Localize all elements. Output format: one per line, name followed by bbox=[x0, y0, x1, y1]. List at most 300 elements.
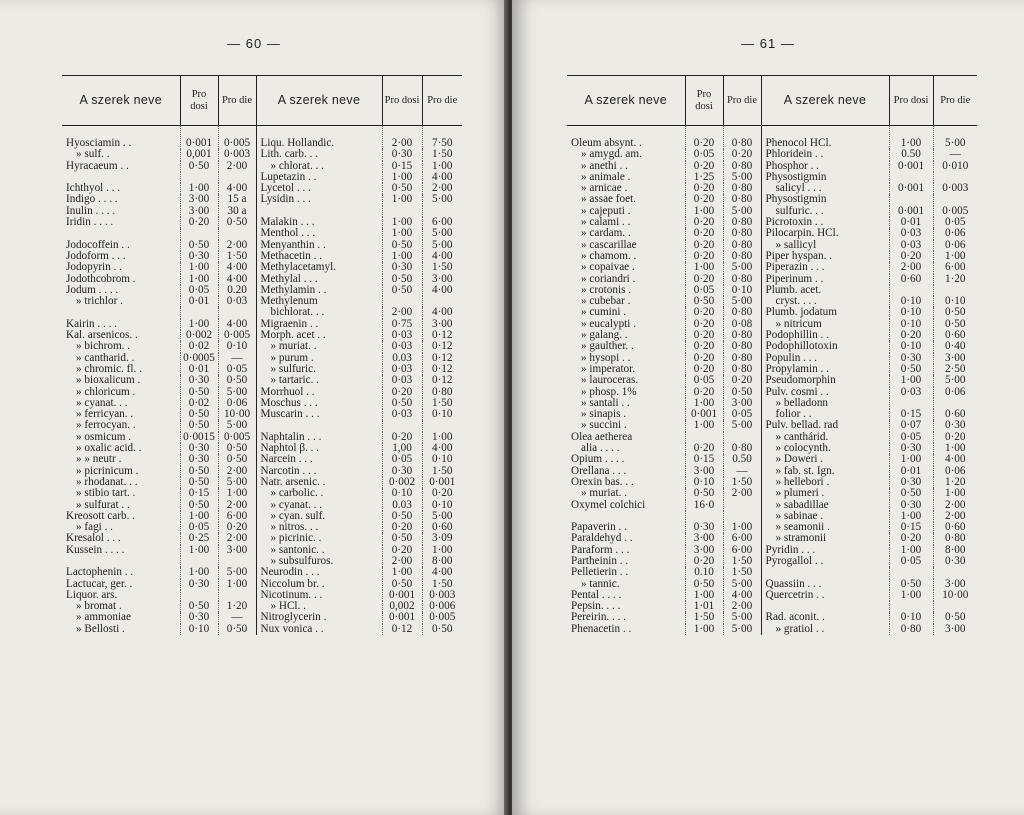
page-number: — 61 — bbox=[741, 36, 795, 51]
dose-per-dose-cell: 0·20 bbox=[685, 161, 723, 172]
table-row bbox=[62, 126, 462, 150]
dose-per-dose-cell: 1·00 bbox=[889, 511, 933, 522]
substance-name-cell: Piperinum . . bbox=[761, 274, 889, 285]
substance-name-cell: Indigo . . . . bbox=[66, 194, 118, 206]
dose-per-day-cell: 2·00 bbox=[933, 500, 977, 511]
dose-per-day-cell: 0·10 bbox=[422, 500, 462, 511]
substance-name-cell: » copaivae . bbox=[581, 262, 635, 274]
dose-per-dose-cell: 0·20 bbox=[685, 341, 723, 352]
dose-per-dose-cell: 0·30 bbox=[180, 454, 218, 465]
dose-per-day-cell bbox=[218, 307, 256, 318]
dose-per-dose-cell: 0·05 bbox=[685, 285, 723, 296]
substance-name-cell: » phosp. 1% bbox=[581, 386, 637, 398]
dose-per-day-cell bbox=[723, 500, 761, 511]
dose-per-day-cell: 5·00 bbox=[723, 612, 761, 623]
substance-name-cell: Migraenin . . bbox=[256, 319, 382, 330]
dose-per-day-cell: 3·00 bbox=[933, 353, 977, 364]
dose-per-day-cell: 0·80 bbox=[723, 240, 761, 251]
substance-name-cell: » tannic. bbox=[581, 578, 620, 590]
dose-per-day-cell: 0·50 bbox=[933, 319, 977, 330]
table-row bbox=[567, 240, 977, 251]
table-row bbox=[62, 522, 462, 533]
substance-name-cell: » gaulther. . bbox=[581, 341, 634, 353]
dose-per-day-cell: 0·10 bbox=[422, 409, 462, 420]
substance-name-cell: Methylal . . . bbox=[256, 274, 382, 285]
dose-per-dose-cell: 1·00 bbox=[685, 206, 723, 217]
dose-per-day-cell: 5·00 bbox=[933, 375, 977, 386]
dose-per-dose-cell bbox=[180, 556, 218, 567]
dose-per-day-cell: 0·80 bbox=[723, 341, 761, 352]
dose-per-day-cell: 5·00 bbox=[422, 511, 462, 522]
dose-per-dose-cell: 0·80 bbox=[889, 624, 933, 635]
dose-per-day-cell: 0·20 bbox=[218, 522, 256, 533]
substance-name-cell: Jodothcobrom . bbox=[66, 273, 136, 285]
dose-per-dose-cell: 1·00 bbox=[685, 398, 723, 409]
dose-per-day-cell: 0·30 bbox=[933, 420, 977, 431]
dosage-table-left bbox=[62, 75, 462, 635]
table-row bbox=[567, 149, 977, 160]
dose-per-dose-cell: 1·00 bbox=[685, 590, 723, 601]
substance-name-cell: Nitroglycerin . bbox=[256, 612, 382, 623]
substance-name-cell: » carbolic. . bbox=[256, 488, 382, 499]
dose-per-day-cell: 2·00 bbox=[218, 500, 256, 511]
dose-per-day-cell: 0·005 bbox=[218, 330, 256, 341]
substance-name-cell: » canthárid. bbox=[761, 432, 889, 443]
substance-name-cell: » sulfuric. bbox=[256, 364, 382, 375]
dose-per-day-cell: 5·00 bbox=[723, 624, 761, 635]
substance-name-cell: Lycetol . . . bbox=[256, 183, 382, 194]
substance-name-cell: » picrinic. . bbox=[256, 533, 382, 544]
dose-per-dose-cell: 1·00 bbox=[382, 172, 422, 183]
substance-name-cell: » » neutr . bbox=[76, 454, 122, 466]
dosage-table-right bbox=[567, 75, 977, 635]
dose-per-dose-cell: 1·00 bbox=[382, 217, 422, 228]
substance-name-cell: Inulin . . . . bbox=[66, 205, 116, 217]
dose-per-dose-cell: 0·001 bbox=[889, 183, 933, 194]
dose-per-day-cell: 0·20 bbox=[723, 375, 761, 386]
dose-per-day-cell bbox=[218, 556, 256, 567]
table-row bbox=[62, 409, 462, 420]
substance-name-cell bbox=[62, 172, 180, 183]
substance-name-cell: » Bellosti . bbox=[76, 623, 125, 635]
substance-name-cell: Lith. carb. . . bbox=[256, 149, 382, 160]
table-row bbox=[62, 341, 462, 352]
dose-per-dose-cell: 0·50 bbox=[685, 579, 723, 590]
table-row bbox=[62, 624, 462, 635]
dose-per-dose-cell: 3·00 bbox=[685, 533, 723, 544]
table-row bbox=[567, 161, 977, 172]
dose-per-day-cell: 4·00 bbox=[723, 590, 761, 601]
table-row bbox=[567, 579, 977, 590]
dose-per-day-cell: 5·00 bbox=[933, 126, 977, 150]
dose-per-day-cell: 1·50 bbox=[218, 251, 256, 262]
substance-name-cell: » nitros. . . bbox=[256, 522, 382, 533]
substance-name-cell: Propylamin . . bbox=[761, 364, 889, 375]
substance-name-cell: Picrotoxin . . bbox=[761, 217, 889, 228]
dose-per-day-cell: 1·00 bbox=[933, 443, 977, 454]
dose-per-day-cell: 0·05 bbox=[218, 364, 256, 375]
dose-per-day-cell: 0·08 bbox=[723, 319, 761, 330]
dose-per-day-cell: 0·80 bbox=[723, 161, 761, 172]
header-pro-dosi: Pro dosi bbox=[180, 76, 218, 126]
dose-per-dose-cell: 0·30 bbox=[889, 500, 933, 511]
dose-per-day-cell: 0·12 bbox=[422, 375, 462, 386]
substance-name-cell: » hysopi . . bbox=[581, 352, 631, 364]
dose-per-dose-cell: 0.03 bbox=[382, 500, 422, 511]
substance-name-cell: Pelletierin . . bbox=[571, 567, 629, 579]
dose-per-day-cell: 4·00 bbox=[422, 443, 462, 454]
dose-per-day-cell: 0·80 bbox=[723, 183, 761, 194]
dose-per-day-cell: 0·05 bbox=[933, 217, 977, 228]
table-row bbox=[567, 420, 977, 431]
table-row bbox=[62, 488, 462, 499]
dose-per-day-cell: — bbox=[933, 149, 977, 160]
header-pro-dosi: Pro dosi bbox=[685, 76, 723, 126]
dose-per-dose-cell: 1·00 bbox=[180, 545, 218, 556]
dose-per-day-cell: 0·12 bbox=[422, 330, 462, 341]
header-pro-die: Pro die bbox=[218, 76, 256, 126]
dose-per-day-cell: 1·00 bbox=[422, 432, 462, 443]
dose-per-dose-cell: 0·05 bbox=[180, 522, 218, 533]
table-row bbox=[62, 432, 462, 443]
substance-name-cell: Methacetin . . bbox=[256, 251, 382, 262]
dose-per-day-cell: 0·12 bbox=[422, 364, 462, 375]
substance-name-cell: » cantharid. . bbox=[76, 352, 135, 364]
dose-per-day-cell: 4·00 bbox=[218, 274, 256, 285]
dose-per-dose-cell: 0·10 bbox=[889, 612, 933, 623]
substance-name-cell: » assae foet. bbox=[581, 194, 636, 206]
substance-name-cell: Pyrogallol . . bbox=[761, 556, 889, 567]
dose-per-day-cell: 0·50 bbox=[218, 217, 256, 228]
dose-per-dose-cell: 0·50 bbox=[889, 488, 933, 499]
substance-name-cell: Pyridin . . . bbox=[761, 545, 889, 556]
table-row bbox=[62, 590, 462, 601]
dose-per-day-cell: 10·00 bbox=[933, 590, 977, 601]
dose-per-dose-cell: 1·00 bbox=[685, 624, 723, 635]
dose-per-day-cell: 2·00 bbox=[218, 240, 256, 251]
dose-per-dose-cell: 0·50 bbox=[180, 240, 218, 251]
dose-per-day-cell: 3·00 bbox=[218, 545, 256, 556]
table-row bbox=[567, 274, 977, 285]
dose-per-dose-cell bbox=[889, 172, 933, 183]
dose-per-dose-cell: 1·00 bbox=[382, 251, 422, 262]
dose-per-dose-cell: 0·05 bbox=[382, 454, 422, 465]
dose-per-dose-cell: 0·20 bbox=[685, 183, 723, 194]
dose-per-day-cell: 0·10 bbox=[218, 341, 256, 352]
dose-per-day-cell: 0·60 bbox=[933, 409, 977, 420]
substance-name-cell: Lactophenin . . bbox=[66, 567, 134, 579]
substance-name-cell: Populin . . . bbox=[761, 353, 889, 364]
dose-per-day-cell: 1·20 bbox=[218, 601, 256, 612]
dose-per-day-cell: 0·003 bbox=[933, 183, 977, 194]
dose-per-day-cell: 0·80 bbox=[723, 217, 761, 228]
dose-per-dose-cell: 0·20 bbox=[685, 240, 723, 251]
substance-name-cell: » cyanat. . . bbox=[76, 397, 128, 409]
substance-name-cell: Kal. arsenicos. . bbox=[66, 330, 138, 342]
substance-name-cell: Lactucar, ger. . bbox=[66, 578, 133, 590]
dose-per-day-cell: 0·60 bbox=[933, 330, 977, 341]
table-row bbox=[567, 567, 977, 578]
dose-per-day-cell: 4·00 bbox=[422, 172, 462, 183]
header-substance-name: A szerek neve bbox=[567, 76, 685, 126]
substance-name-cell: » animale . bbox=[581, 171, 631, 183]
dose-per-day-cell bbox=[422, 206, 462, 217]
dose-per-dose-cell: 1·00 bbox=[180, 262, 218, 273]
substance-name-cell: » stramonii bbox=[761, 533, 889, 544]
substance-name-cell: Podophillotoxin bbox=[761, 341, 889, 352]
dose-per-day-cell: 5·00 bbox=[723, 206, 761, 217]
dose-per-dose-cell bbox=[685, 511, 723, 522]
substance-name-cell: » arnicae . bbox=[581, 183, 628, 195]
dose-per-day-cell: 1·50 bbox=[723, 567, 761, 578]
substance-name-cell: Narcein . . . bbox=[256, 454, 382, 465]
substance-name-cell: » hellebori . bbox=[761, 477, 889, 488]
substance-name-cell: Kresalol . . . bbox=[66, 533, 121, 545]
dose-per-day-cell: 0·80 bbox=[723, 307, 761, 318]
dose-per-day-cell: 0·12 bbox=[422, 341, 462, 352]
substance-name-cell: » subsulfuros. bbox=[256, 556, 382, 567]
substance-name-cell: » sulfurat . . bbox=[76, 499, 130, 511]
dose-per-dose-cell: 0·10 bbox=[889, 307, 933, 318]
dose-per-dose-cell: 0·10 bbox=[382, 488, 422, 499]
substance-name-cell: Pseudomorphin bbox=[761, 375, 889, 386]
dose-per-dose-cell: 2·00 bbox=[382, 556, 422, 567]
substance-name-cell: » cardam. . bbox=[581, 228, 631, 240]
substance-name-cell: Oxymel colchici bbox=[571, 499, 646, 511]
dose-per-dose-cell: 0·50 bbox=[180, 161, 218, 172]
dose-per-day-cell: 4·00 bbox=[218, 319, 256, 330]
substance-name-cell bbox=[62, 307, 180, 318]
dose-per-dose-cell: 1·00 bbox=[382, 567, 422, 578]
dose-per-dose-cell: 0·20 bbox=[685, 228, 723, 239]
dose-per-day-cell: 0·80 bbox=[723, 228, 761, 239]
dose-per-dose-cell: 0·50 bbox=[382, 511, 422, 522]
dose-per-day-cell: 1·00 bbox=[422, 545, 462, 556]
table-row bbox=[62, 556, 462, 567]
dose-per-day-cell: 0.20 bbox=[218, 285, 256, 296]
table-row bbox=[567, 172, 977, 183]
dose-per-dose-cell: 1·50 bbox=[685, 612, 723, 623]
dose-per-dose-cell: 0·50 bbox=[180, 601, 218, 612]
dose-per-day-cell bbox=[933, 194, 977, 205]
substance-name-cell: » tartaric. . bbox=[256, 375, 382, 386]
dose-per-dose-cell: 0·03 bbox=[382, 409, 422, 420]
substance-name-cell: Pepsin. . . . bbox=[571, 601, 621, 613]
substance-name-cell: » Doweri . bbox=[761, 454, 889, 465]
dose-per-day-cell: 2·00 bbox=[218, 161, 256, 172]
dose-per-dose-cell: 1·00 bbox=[889, 375, 933, 386]
table-row bbox=[62, 533, 462, 544]
dose-per-day-cell: 4·00 bbox=[422, 567, 462, 578]
dose-per-dose-cell: 0·50 bbox=[685, 296, 723, 307]
dose-per-dose-cell: 0·02 bbox=[180, 398, 218, 409]
dose-per-day-cell: 3·00 bbox=[723, 398, 761, 409]
dose-per-day-cell: 0·80 bbox=[723, 330, 761, 341]
substance-name-cell: » bioxalicum . bbox=[76, 375, 141, 387]
substance-name-cell: Piperazin . . . bbox=[761, 262, 889, 273]
dose-per-dose-cell: 0·05 bbox=[889, 556, 933, 567]
table-row bbox=[62, 466, 462, 477]
dose-per-dose-cell bbox=[180, 172, 218, 183]
dose-per-day-cell: 5·00 bbox=[422, 194, 462, 205]
dose-per-day-cell: 15 a bbox=[218, 194, 256, 205]
dose-per-day-cell: 4·00 bbox=[422, 285, 462, 296]
dose-per-day-cell: 3·09 bbox=[422, 533, 462, 544]
table-row bbox=[62, 149, 462, 160]
dose-per-dose-cell: 0·20 bbox=[685, 353, 723, 364]
substance-name-cell: » imperator. bbox=[581, 363, 636, 375]
dose-per-dose-cell: 0·01 bbox=[889, 466, 933, 477]
substance-name-cell: Physostigmin bbox=[761, 172, 889, 183]
dose-per-day-cell: 4·00 bbox=[218, 262, 256, 273]
table-row bbox=[62, 420, 462, 431]
table-row bbox=[62, 387, 462, 398]
table-row bbox=[62, 183, 462, 194]
table-row bbox=[567, 387, 977, 398]
dose-per-dose-cell: 0·20 bbox=[889, 533, 933, 544]
table-row bbox=[62, 296, 462, 307]
header-substance-name: A szerek neve bbox=[256, 76, 382, 126]
substance-name-cell: » HCl. . bbox=[256, 601, 382, 612]
dose-per-dose-cell: 0·05 bbox=[685, 375, 723, 386]
table-row bbox=[567, 488, 977, 499]
dose-per-dose-cell: 0·03 bbox=[889, 240, 933, 251]
substance-name-cell: Physostigmin bbox=[761, 194, 889, 205]
dose-per-day-cell: 1·50 bbox=[723, 556, 761, 567]
dose-per-dose-cell: 0·03 bbox=[889, 228, 933, 239]
dose-per-dose-cell: 0·03 bbox=[382, 364, 422, 375]
table-body bbox=[567, 126, 977, 636]
dose-per-dose-cell: 0·15 bbox=[889, 522, 933, 533]
substance-name-cell: » coriandri . bbox=[581, 273, 636, 285]
dose-per-dose-cell: 0·02 bbox=[180, 341, 218, 352]
substance-name-cell: » fab. st. Ign. bbox=[761, 466, 889, 477]
dose-per-day-cell: 0·005 bbox=[218, 126, 256, 150]
table-row bbox=[567, 398, 977, 409]
table-row bbox=[567, 183, 977, 194]
table-row bbox=[567, 330, 977, 341]
dose-per-dose-cell: 0·50 bbox=[180, 387, 218, 398]
substance-name-cell: Niccolum br. . bbox=[256, 579, 382, 590]
table-row bbox=[62, 567, 462, 578]
substance-name-cell: » stibio tart. . bbox=[76, 488, 136, 500]
table-row bbox=[567, 251, 977, 262]
substance-name-cell: » chloricum . bbox=[76, 386, 136, 398]
dose-per-dose-cell: 0·20 bbox=[382, 545, 422, 556]
table-row bbox=[62, 477, 462, 488]
dose-per-dose-cell: 0·30 bbox=[180, 612, 218, 623]
dose-per-dose-cell: 1·00 bbox=[889, 126, 933, 150]
substance-name-cell: Rad. aconit. . bbox=[761, 612, 889, 623]
table-row bbox=[567, 228, 977, 239]
substance-name-cell: salicyl . . . bbox=[761, 183, 889, 194]
dose-per-day-cell: 2·00 bbox=[933, 511, 977, 522]
substance-name-cell: Pereirin. . . . bbox=[571, 612, 626, 624]
substance-name-cell: » succini . bbox=[581, 420, 627, 432]
table-row bbox=[62, 500, 462, 511]
table-row bbox=[62, 601, 462, 612]
dose-per-day-cell: 0·50 bbox=[933, 612, 977, 623]
table-row bbox=[567, 285, 977, 296]
substance-name-cell: Oleum absynt. . bbox=[571, 137, 642, 149]
substance-name-cell: » purum . bbox=[256, 353, 382, 364]
dose-per-dose-cell: 0·03 bbox=[382, 341, 422, 352]
dose-per-day-cell: 4·00 bbox=[933, 454, 977, 465]
substance-name-cell: Papaverin . . bbox=[571, 522, 627, 534]
dose-per-dose-cell: 16·0 bbox=[685, 500, 723, 511]
table-row bbox=[567, 126, 977, 150]
substance-name-cell: Nicotinum. . . bbox=[256, 590, 382, 601]
substance-name-cell: Kairin . . . . bbox=[66, 318, 117, 330]
substance-name-cell: » cumini . bbox=[581, 307, 627, 319]
dose-per-dose-cell: 0·20 bbox=[685, 274, 723, 285]
dose-per-dose-cell: 1·25 bbox=[685, 172, 723, 183]
substance-name-cell: Quercetrin . . bbox=[761, 590, 889, 601]
dose-per-day-cell: 0·80 bbox=[723, 364, 761, 375]
dose-per-dose-cell: 0·50 bbox=[382, 183, 422, 194]
table-row bbox=[62, 398, 462, 409]
substance-name-cell: Liqu. Hollandic. bbox=[256, 126, 382, 150]
dose-per-day-cell: 4·00 bbox=[422, 251, 462, 262]
dose-per-day-cell: 6·00 bbox=[422, 217, 462, 228]
substance-name-cell: Phenocol HCl. bbox=[761, 126, 889, 150]
dose-per-dose-cell: 0·20 bbox=[382, 432, 422, 443]
table-row bbox=[567, 375, 977, 386]
dose-per-day-cell: 5·00 bbox=[422, 240, 462, 251]
table-row bbox=[567, 500, 977, 511]
substance-name-cell bbox=[256, 420, 382, 431]
dose-per-dose-cell: 0·10 bbox=[889, 341, 933, 352]
substance-name-cell: Partheinin . . bbox=[571, 555, 629, 567]
substance-name-cell: folior . . bbox=[761, 409, 889, 420]
dose-per-day-cell: 0·10 bbox=[422, 454, 462, 465]
dose-per-day-cell: 1·50 bbox=[723, 477, 761, 488]
dose-per-dose-cell: 0,002 bbox=[382, 601, 422, 612]
header-pro-die: Pro die bbox=[422, 76, 462, 126]
dose-per-dose-cell: 1,00 bbox=[382, 443, 422, 454]
substance-name-cell: Morrhuol . . bbox=[256, 387, 382, 398]
dose-per-day-cell: 5·00 bbox=[218, 477, 256, 488]
dose-per-day-cell bbox=[933, 398, 977, 409]
dose-per-day-cell: 0·006 bbox=[422, 601, 462, 612]
substance-name-cell: Plumb. jodatum bbox=[761, 307, 889, 318]
substance-name-cell: bichlorat. . . bbox=[256, 307, 382, 318]
substance-name-cell: Plumb. acet. bbox=[761, 285, 889, 296]
dose-per-day-cell: 0·005 bbox=[422, 612, 462, 623]
dose-per-dose-cell: 0·20 bbox=[685, 364, 723, 375]
substance-name-cell: » sallicyl bbox=[761, 240, 889, 251]
dose-per-day-cell: 1·00 bbox=[723, 522, 761, 533]
dose-per-day-cell: 1·20 bbox=[933, 274, 977, 285]
dose-per-dose-cell: 1·00 bbox=[685, 420, 723, 431]
dose-per-day-cell: 0·06 bbox=[933, 240, 977, 251]
dose-per-dose-cell: 0·01 bbox=[889, 217, 933, 228]
dose-per-day-cell: 1·50 bbox=[422, 398, 462, 409]
header-pro-die: Pro die bbox=[723, 76, 761, 126]
dose-per-day-cell: 6·00 bbox=[723, 545, 761, 556]
dose-per-dose-cell bbox=[889, 567, 933, 578]
dose-per-dose-cell: 0·50 bbox=[180, 500, 218, 511]
dose-per-dose-cell: 3·00 bbox=[180, 194, 218, 205]
dose-per-day-cell: 5·00 bbox=[218, 387, 256, 398]
dose-per-day-cell bbox=[933, 567, 977, 578]
dose-per-day-cell: 0·06 bbox=[933, 466, 977, 477]
table-row bbox=[567, 319, 977, 330]
dose-per-dose-cell: 0·002 bbox=[382, 477, 422, 488]
table-row bbox=[567, 545, 977, 556]
dose-per-dose-cell: 1·00 bbox=[889, 545, 933, 556]
substance-name-cell bbox=[62, 556, 180, 567]
